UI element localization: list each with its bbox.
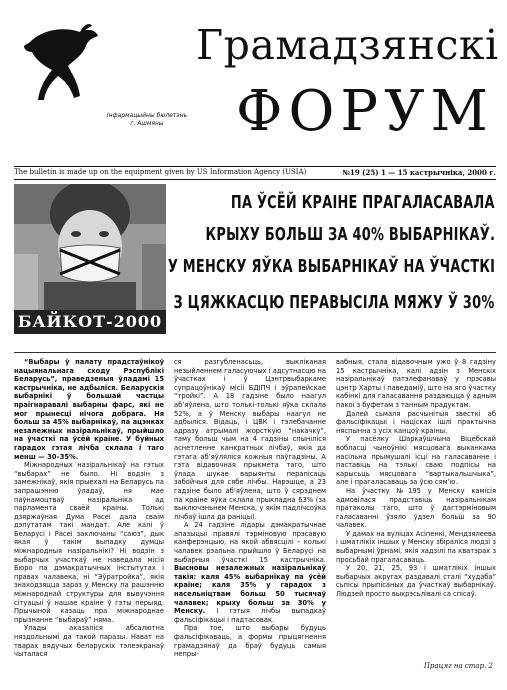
lead-paragraph: “Выбары ў палату прадстаўнікоў нацыянальнага сходу Рэспублікі Беларусь”, праведзеныя ўладамі 15 кастрычніка, не адбыліся. Беларускія выбарнікі ў большай частцы праігнаравалі выбарны фарс, які не мог прынесці нічога добрага. Ня больш за 45% выбарнікаў, па ацэнках незалежных назіральнікаў, прыйшло на ўчасткі па ўсёй краіне. У буйных гарадох гэтая лічба склала і таго менш — 30–35%. bbox=[14, 358, 164, 461]
paragraph: ся разгубленасьць, выкліканая незыйленнем галасуючых і адсутнасцю на ўчастках і ў Цэнтрвыбаркаме супрацоўнікаў місіі БДІПЧ і эўрапейскае “тройкі”. А 18 гадзіне было наагул абʼяўлена, што толькі-толькі яўка склала 52%, а ў Менску выбары наагул не адбыліся. Відаць, і ЦВК і тэлебачанне адразу атрымалі жорсткую “накачку”, таму больш чым на 4 гадзіны спыніліся аснетленне канкратных лічбаў, якія да гэтага абʼяўляліся кожныя паўгадзіны. А гэта відавочная прыкмета таго, што ўлада шукае варыянты перапісаць забойчыя для сябе лічбы. Нарэшце, а 23 гадзіне было абʼяўлена, што ў сярэднем па краіне яўка склала прыкладна 63% (за выключэньнем Менска, у якім падлічсоўка лічбаў ішла да раніцы). bbox=[174, 358, 326, 521]
masthead-title-line-1: Грамадзянскі bbox=[196, 21, 499, 69]
masthead-subtitle bbox=[72, 112, 222, 128]
headline-line-3: У МЕНСКУ ЯЎКА ВЫБАРНІКАЎ НА ЎЧАСТКІ bbox=[167, 257, 495, 277]
paragraph: У дамах на вуліцах Асіпенкі, Мендзялеева і шматлікіх іншых у Менску збіраліся людзі з выбарнымі ўрнамі, якія хадзілі па кватэрах з просьбай прагаласаваць. bbox=[336, 529, 496, 564]
paragraph bbox=[174, 521, 326, 624]
subtitle-line-2: г. Ашмяны bbox=[130, 120, 164, 127]
issue-number-date: №19 (25) 1 — 15 кастрычніка, 2000 г. bbox=[342, 168, 496, 177]
headline-rule bbox=[14, 352, 496, 353]
logo-horse-icon bbox=[22, 22, 100, 104]
boycott-banner: БАЙКОТ-2000 bbox=[14, 310, 166, 334]
bottom-rule bbox=[14, 179, 496, 180]
subtitle-line-1: Інфармацыйны бюлетэнь bbox=[106, 112, 188, 119]
boycott-photo bbox=[14, 184, 166, 310]
info-line bbox=[14, 168, 496, 177]
paragraph: Далей сьмаля расчынітыя звесткі аб фальсіфікацыі і націсках ішлі практычна няспынна з усіх канцоў краіны. bbox=[336, 409, 496, 435]
paragraph-text: А 24 гадзіне лідары дэмакратычнае апазыцыі правялі тэрміновую прэсавую канферэнцыю, на якой абвясцілі – колькі чалавек рэальна прыйшло ў Беларусі на выбарныя ўчасткі 15 кастрычніка. bbox=[174, 521, 326, 564]
headline-line-4: З ЦЯЖКАСЦЮ ПЕРАВЫСІЛА МЯЖУ Ў 30% bbox=[173, 293, 495, 313]
usia-credit: The bulletin is made up on the equipment given by US Information Agency (USIA) bbox=[14, 168, 307, 176]
top-rule bbox=[14, 166, 496, 167]
headline-line-2: КРЫХУ БОЛЬШ ЗА 40% ВЫБАРНІКАЎ. bbox=[205, 225, 495, 245]
article-column-1 bbox=[14, 358, 164, 659]
paragraph: вабныя, стала відавочным ужо ў 8 гадзіну 15 кастрычніка, калі адзін з Менскіх назіральнікаў патэлефанаваў у прэсавы цэнтр Харты і паведаміў, што на яго ўчастку кабінкі для галасавання раздаюцца ў адным пакоі з буфетам з танным прадуктам. bbox=[336, 358, 496, 409]
continued-note: Працяг на стар. 2 bbox=[423, 662, 493, 670]
paragraph: На ўчастку №195 у Менску камісія адмовілася прадставіць назіральнікам пратаколы таго, што ў дагтэрміновым галасаванні ўзяло ўдзел больш за 90 чалавек. bbox=[336, 486, 496, 530]
paragraph-text: І гэтыя лічбы выпадкаў фальсіфікацыі і падтасовак. bbox=[174, 607, 326, 624]
paragraph: У пасёлку Шаркаўшчына Віцебскай вобласці чыноўнікі мясцовага выканкама насільна прымушалі ісці на галасаванне і паставіць на тэлькі сваю подпісы на карысьць мясцовага “вартыкальшчыка”, але і прагаласаваць за ўсю сям’ю. bbox=[336, 435, 496, 487]
paragraph: Улады аказаліся абсалютна няздольнымі да такой паразы. Нават на тварах вядучых беларускіх тэлеэкранаў чыталася bbox=[14, 624, 164, 659]
paragraph: Пра тое, што выбары будуць фальсіфікаваць, а формы прыцягнення грамадзянаў да браў будуць самыя непры- bbox=[174, 624, 326, 659]
paragraph: Міжнародных назіральнікаў на гэтых “выбарах” не было. Ні водзін з замежнікаў, якія прыехалі на Беларусь па запрашэнню ўладаў, ня мае паўнамоцтваў назіральніка ад парламента сваёй краіны. Толькі дзяржаўная Дума Расеі дала сваім дэпутатам такі мандат. Але калі ў Беларусі і Расеі заключаны “саюз”, дык якая ў такім выпадку думцы міжнародныя назіральнікі? Ні водзін з выбарчых участкаў не наведала місія Бюро па дэмакратычных інстытутах і правах чалавека, ні “Эўратройка”, якія знаходзяцца зараз у Менску па рашэнню міжнароднай структуры для вывучэння сітуацыі ў нашае краіне ў гэты перыяд. Прычыной казаць пра міжнароднае прызнанне “выбараў” няма. bbox=[14, 461, 164, 624]
masthead-title-line-2: ФОРУМ bbox=[236, 79, 494, 144]
paragraph: У 20, 21, 25, 93 і шматлікіх іншых выбарчых акругах раздавалі сталі “худаба” сьпісы прыпісаных да ўчасткаў выбарнікаў. Людзей просто выкрэсьлівалі са спісаў. bbox=[336, 564, 496, 599]
article-column-2 bbox=[174, 358, 326, 659]
headline-line-1: ПА ЎСЁЙ КРАІНЕ ПРАГАЛАСАВАЛА bbox=[231, 193, 495, 213]
article-column-3 bbox=[336, 358, 496, 599]
bold-findings: Высновы незалежных назіральнікаў такія: каля 45% выбарнікаў па ўсёй краіне; каля 35% у гарадох з насельніцтвам больш 50 тысячаў чалавек; крыху больш за 30% у Менску. bbox=[174, 564, 326, 616]
